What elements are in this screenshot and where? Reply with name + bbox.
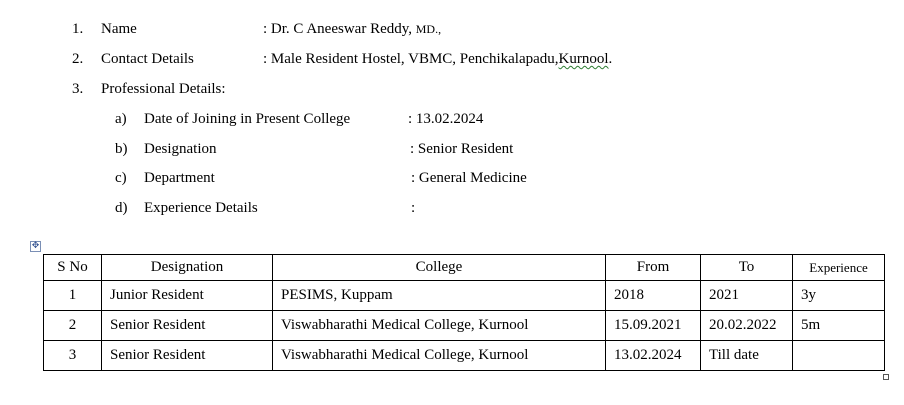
move-icon[interactable]: ✥ — [31, 241, 40, 251]
list-number-3: 3. — [72, 81, 84, 97]
header-to[interactable]: To — [701, 255, 793, 281]
sub-letter-c: c) — [115, 170, 127, 186]
contact-value-text: : Male Resident Hostel, VBMC, Penchikalapadu, — [263, 51, 559, 67]
cell-sno[interactable]: 2 — [44, 311, 102, 341]
cell-designation[interactable]: Senior Resident — [102, 311, 273, 341]
cell-from[interactable]: 15.09.2021 — [606, 311, 701, 341]
cell-college[interactable]: Viswabharathi Medical College, Kurnool — [273, 341, 606, 371]
sub-letter-d: d) — [115, 200, 128, 216]
contact-value-end: . — [608, 51, 613, 67]
table-row — [44, 311, 885, 341]
cell-college[interactable]: PESIMS, Kuppam — [273, 281, 606, 311]
table-row — [44, 341, 885, 371]
cell-to[interactable]: Till date — [701, 341, 793, 371]
cell-college[interactable]: Viswabharathi Medical College, Kurnool — [273, 311, 606, 341]
name-value — [263, 21, 441, 38]
spellcheck-word[interactable]: Kurnool — [558, 51, 609, 67]
department-value: : General Medicine — [411, 170, 527, 186]
professional-details-heading: Professional Details: — [101, 81, 226, 97]
table-header-row — [44, 255, 885, 281]
header-experience[interactable]: Experience — [793, 255, 885, 281]
cell-experience[interactable]: 5m — [793, 311, 885, 341]
list-number-2: 2. — [72, 51, 84, 67]
resize-handle-icon[interactable] — [883, 374, 889, 380]
header-sno[interactable]: S No — [44, 255, 102, 281]
cell-from[interactable]: 2018 — [606, 281, 701, 311]
sub-letter-b: b) — [115, 141, 128, 157]
designation-value: : Senior Resident — [410, 141, 514, 157]
cell-to[interactable]: 20.02.2022 — [701, 311, 793, 341]
date-of-joining-label: Date of Joining in Present College — [144, 111, 351, 127]
experience-details-label: Experience Details — [144, 200, 258, 216]
cell-experience[interactable] — [793, 341, 885, 371]
header-designation[interactable]: Designation — [102, 255, 273, 281]
cell-to[interactable]: 2021 — [701, 281, 793, 311]
contact-value — [263, 51, 612, 68]
department-label: Department — [144, 170, 215, 186]
sub-letter-a: a) — [115, 111, 127, 127]
cell-designation[interactable]: Junior Resident — [102, 281, 273, 311]
cell-sno[interactable]: 3 — [44, 341, 102, 371]
table-row — [44, 281, 885, 311]
name-label: Name — [101, 21, 137, 37]
name-value-text: : Dr. C Aneeswar Reddy, — [263, 21, 413, 37]
cell-sno[interactable]: 1 — [44, 281, 102, 311]
cell-from[interactable]: 13.02.2024 — [606, 341, 701, 371]
degree-text: MD., — [415, 22, 442, 36]
experience-table — [43, 254, 885, 371]
designation-label: Designation — [144, 141, 217, 157]
contact-label: Contact Details — [101, 51, 194, 67]
list-number-1: 1. — [72, 21, 84, 37]
header-from[interactable]: From — [606, 255, 701, 281]
experience-details-value: : — [411, 200, 416, 216]
date-of-joining-value: : 13.02.2024 — [408, 111, 484, 127]
cell-designation[interactable]: Senior Resident — [102, 341, 273, 371]
header-college[interactable]: College — [273, 255, 606, 281]
cell-experience[interactable]: 3y — [793, 281, 885, 311]
